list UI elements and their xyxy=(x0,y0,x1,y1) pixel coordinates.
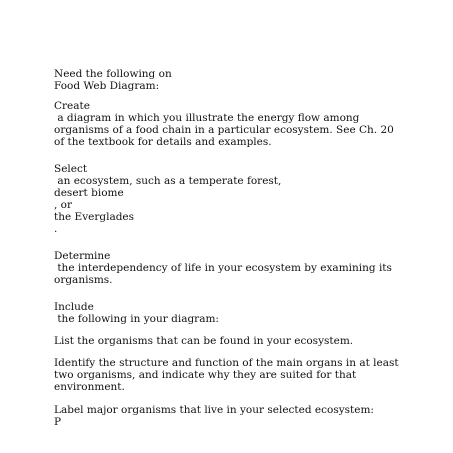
list-organisms-line: List the organisms that can be found in your ecosystem. xyxy=(54,335,354,347)
include-line-1: the following in your diagram: xyxy=(54,313,219,325)
determine-line-1: the interdependency of life in your ecosystem by examining its xyxy=(54,262,392,274)
identify-line-2: two organisms, and indicate why they are suited for that xyxy=(54,369,357,381)
select-line-3: , or xyxy=(54,199,73,211)
identify-line-1: Identify the structure and function of the main organs in at least xyxy=(54,357,399,369)
title-line-2: Food Web Diagram: xyxy=(54,80,160,92)
select-line-1: an ecosystem, such as a temperate forest, xyxy=(54,175,282,187)
select-heading: Select xyxy=(54,163,88,175)
label-line-1: Label major organisms that live in your selected ecosystem: xyxy=(54,404,374,416)
select-line-2: desert biome xyxy=(54,187,124,199)
create-line-1: a diagram in which you illustrate the energy flow among xyxy=(54,112,360,124)
title-line-1: Need the following on xyxy=(54,68,172,80)
select-line-5: . xyxy=(54,223,58,235)
select-line-4: the Everglades xyxy=(54,211,135,223)
create-heading: Create xyxy=(54,100,90,112)
identify-line-3: environment. xyxy=(54,381,125,393)
determine-heading: Determine xyxy=(54,250,111,262)
include-heading: Include xyxy=(54,301,94,313)
create-line-3: of the textbook for details and examples. xyxy=(54,136,272,148)
label-line-2: P xyxy=(54,416,62,428)
create-line-2: organisms of a food chain in a particular ecosystem. See Ch. 20 xyxy=(54,124,394,136)
determine-line-2: organisms. xyxy=(54,274,113,286)
